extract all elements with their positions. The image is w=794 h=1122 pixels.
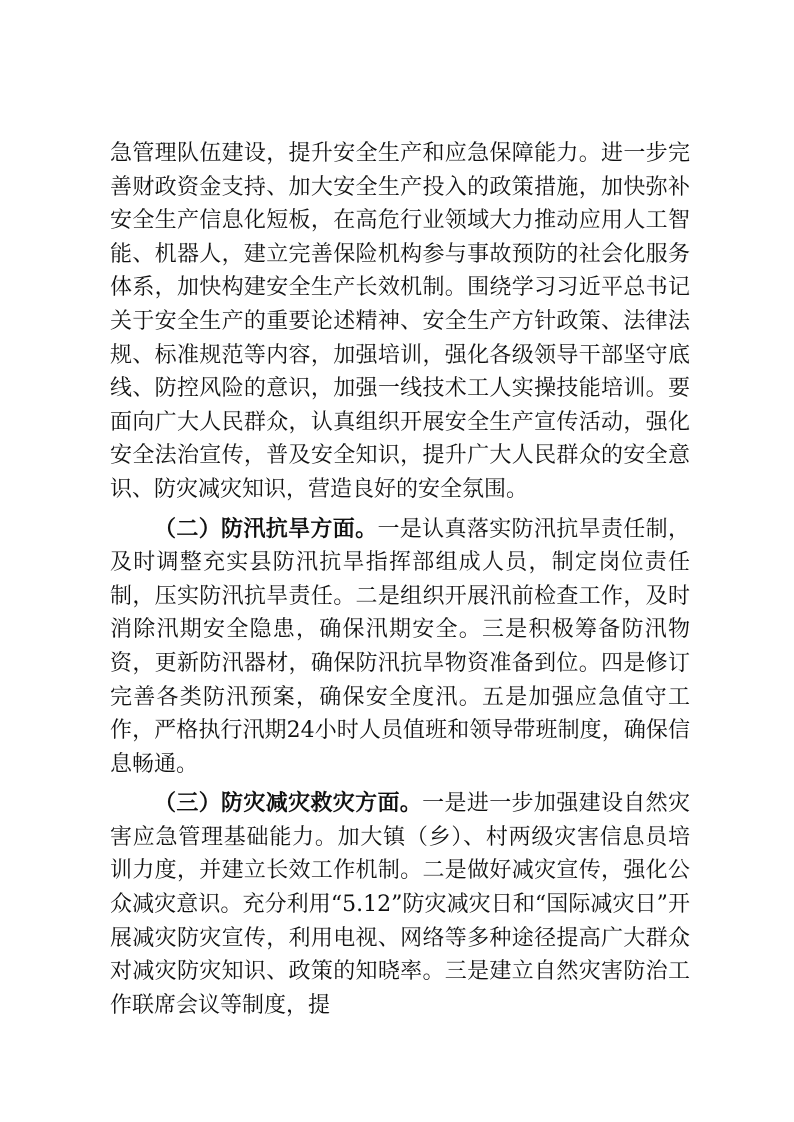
- section-disaster-prevention: [110, 787, 690, 1022]
- section-flood-drought: [110, 513, 690, 782]
- paragraph-text: 一是进一步加强建设自然灾害应急管理基础能力。加大镇（乡）、村两级灾害信息员培训力度，并建立长效工作机制。二是做好减灾宣传，强化公众减灾意识。充分利用“5.12”防灾减灾日和“国际减灾日”开展减灾防灾宣传，利用电视、网络等多种途径提高广大群众对减灾防灾知识、政策的知晓率。三是建立自然灾害防治工作联席会议等制度，提: [110, 791, 690, 1018]
- document-body: [110, 137, 690, 1022]
- section-heading: （三）防灾减灾救灾方面。: [154, 790, 423, 817]
- paragraph-text: 一是认真落实防汛抗旱责任制，及时调整充实县防汛抗旱指挥部组成人员，制定岗位责任制，压实防汛抗旱责任。二是组织开展汛前检查工作，及时消除汛期安全隐患，确保汛期安全。三是积极筹备防汛物资，更新防汛器材，确保防汛抗旱物资准备到位。四是修订完善各类防汛预案，确保安全度汛。五是加强应急值守工作，严格执行汛期24小时人员值班和领导带班制度，确保信息畅通。: [110, 516, 690, 777]
- body-paragraph-continued: [110, 137, 690, 507]
- paragraph-text: 急管理队伍建设，提升安全生产和应急保障能力。进一步完善财政资金支持、加大安全生产投入的政策措施，加快弥补安全生产信息化短板，在高危行业领域大力推动应用人工智能、机器人，建立完善保险机构参与事故预防的社会化服务体系，加快构建安全生产长效机制。围绕学习习近平总书记关于安全生产的重要论述精神、安全生产方针政策、法律法规、标准规范等内容，加强培训，强化各级领导干部坚守底线、防控风险的意识，加强一线技术工人实操技能培训。要面向广大人民群众，认真组织开展安全生产宣传活动，强化安全法治宣传，普及安全知识，提升广大人民群众的安全意识、防灾减灾知识，营造良好的安全氛围。: [110, 141, 690, 502]
- section-heading: （二）防汛抗旱方面。: [154, 515, 378, 542]
